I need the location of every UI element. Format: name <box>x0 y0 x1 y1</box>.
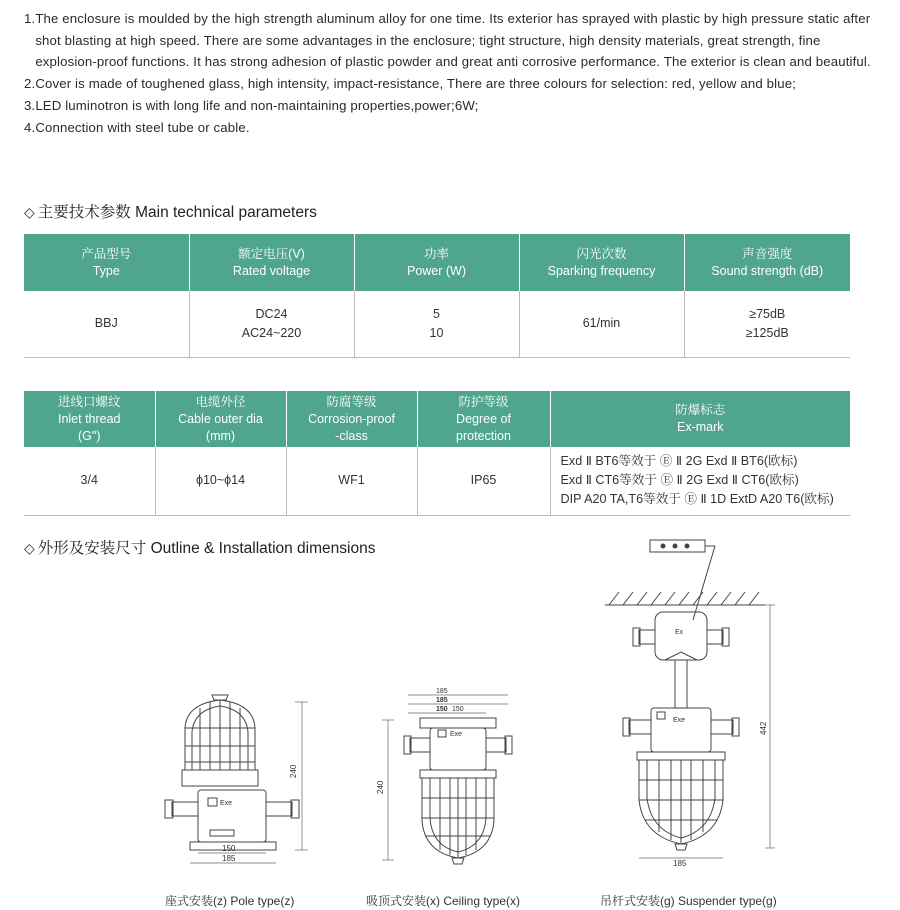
cell-protection: IP65 <box>417 447 550 515</box>
dim-inner: 150 <box>436 706 448 713</box>
cell-type: BBJ <box>24 291 189 357</box>
feature-item <box>24 95 874 117</box>
params-title-text: 主要技术参数 Main technical parameters <box>37 204 317 221</box>
feature-text: Connection with steel tube or cable. <box>35 119 250 135</box>
suspender-type-drawing <box>595 530 810 875</box>
junction-box <box>165 790 299 850</box>
dimension-lines <box>190 702 308 863</box>
feature-text: The enclosure is moulded by the high strength aluminum alloy for one time. Its exterior has sprayed with plastic by high pressure static after shot blasting at high speed. There are some advantages in the enclosure; tight structure, high density materials, great strength, fine explosion-proof functions. It has strong adhesion of plastic powder and great anti corrosive performance. The exterior is clean and beautiful. <box>35 11 871 70</box>
dim-outer: 185 <box>222 854 236 863</box>
lamp-cage <box>639 760 723 850</box>
header-inlet-thread: 进线口螺纹 Inlet thread (G") <box>24 391 155 447</box>
cell-corrosion: WF1 <box>286 447 417 515</box>
feature-list <box>24 8 874 138</box>
dim-inner: 150 <box>222 844 236 853</box>
header-protection: 防护等级 Degree of protection <box>417 391 550 447</box>
params-section-title <box>24 200 317 222</box>
mounting-bracket <box>650 540 715 620</box>
upper-box <box>633 612 729 708</box>
dim-top: 185 <box>436 688 448 695</box>
diamond-icon: ◇ <box>24 540 35 556</box>
dim-bottom: 185 <box>673 859 687 868</box>
dim-inner-2: 150 <box>452 706 464 713</box>
junction-box <box>623 708 739 760</box>
feature-item <box>24 73 874 95</box>
box-label: Exe <box>220 800 233 807</box>
feature-number: 4. <box>24 119 36 135</box>
outline-section-title <box>24 536 375 558</box>
suspender-type-caption: 吊杆式安装(g) Suspender type(g) <box>600 894 777 908</box>
header-power: 功率 Power (W) <box>354 234 519 291</box>
lamp-cage <box>422 778 494 864</box>
lamp-cage <box>182 695 258 786</box>
cell-ex-mark: Exd Ⅱ BT6等效于 Ⓔ Ⅱ 2G Exd Ⅱ BT6(欧标) Exd Ⅱ CT6等效于 Ⓔ Ⅱ 2G Exd Ⅱ CT6(欧标) DIP A20 TA,T6等效于 Ⓔ Ⅱ 1D ExtD A20 T6(欧标) <box>550 447 850 515</box>
header-corrosion: 防腐等级 Corrosion-proof -class <box>286 391 417 447</box>
header-sparking-frequency: 闪光次数 Sparking frequency <box>519 234 684 291</box>
feature-number: 1. <box>24 11 36 26</box>
ceiling-type-drawing <box>360 680 530 870</box>
installation-parameters-table <box>24 391 850 516</box>
header-sound-strength: 声音强度 Sound strength (dB) <box>684 234 850 291</box>
pole-type-caption: 座式安装(z) Pole type(z) <box>165 894 295 908</box>
cell-sound: ≥75dB ≥125dB <box>684 291 850 357</box>
feature-text: Cover is made of toughened glass, high intensity, impact-resistance, There are three colours for selection: red, yellow and blue; <box>35 76 796 92</box>
outline-title-text: 外形及安装尺寸 Outline & Installation dimensions <box>37 540 376 557</box>
feature-text: LED luminotron is with long life and non-maintaining properties,power;6W; <box>35 97 479 113</box>
box-label-top: Ex <box>675 629 684 636</box>
box-label: Exe <box>673 717 686 724</box>
feature-number: 3. <box>24 97 36 113</box>
feature-item <box>24 8 874 73</box>
dim-mid: 185 <box>436 697 448 704</box>
dim-height: 240 <box>376 780 385 794</box>
header-cable-dia: 电缆外径 Cable outer dia (mm) <box>155 391 286 447</box>
table-header-row <box>24 234 850 291</box>
diamond-icon: ◇ <box>24 204 35 220</box>
header-ex-mark: 防爆标志 Ex-mark <box>550 391 850 447</box>
cell-voltage: DC24 AC24~220 <box>189 291 354 357</box>
header-type: 产品型号 Type <box>24 234 189 291</box>
table-row <box>24 291 850 357</box>
dim-height: 442 <box>759 721 768 735</box>
feature-number: 2. <box>24 76 36 92</box>
main-parameters-table <box>24 234 850 358</box>
cell-frequency: 61/min <box>519 291 684 357</box>
cell-cable: ϕ10~ϕ14 <box>155 447 286 515</box>
table-row <box>24 447 850 515</box>
box-label: Exe <box>450 731 463 738</box>
header-rated-voltage: 额定电压(V) Rated voltage <box>189 234 354 291</box>
junction-box <box>404 718 512 778</box>
ceiling-hatch <box>605 592 765 605</box>
feature-item <box>24 117 874 139</box>
cell-thread: 3/4 <box>24 447 155 515</box>
cell-power: 5 10 <box>354 291 519 357</box>
dim-height: 240 <box>289 764 298 778</box>
pole-type-drawing <box>150 690 320 875</box>
table-header-row <box>24 391 850 447</box>
ceiling-type-caption: 吸顶式安装(x) Ceiling type(x) <box>366 894 521 908</box>
